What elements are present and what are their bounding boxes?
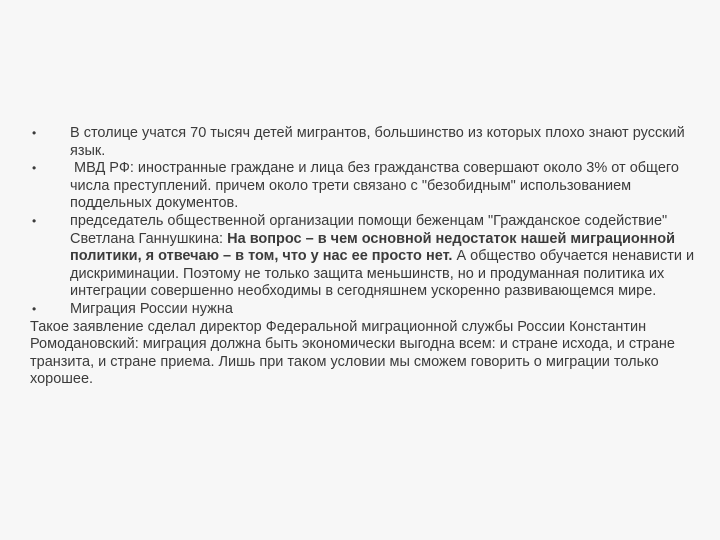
bullet-marker: • <box>32 161 37 176</box>
bullet-item-3 <box>30 213 695 301</box>
trailing-paragraph: Такое заявление сделал директор Федеральной миграционной службы России Константин Ромодановский: миграция должна быть экономически выгодна всем: и стране исхода, и стране транзита, и стране приема. Лишь при таком условии мы сможем говорить о миграции только хорошее. <box>30 318 675 388</box>
bullet-marker: • <box>32 301 37 316</box>
bullet-text-continuation: А общество обучается ненависти и дискриминации. Поэтому не только защита меньшинств, но и продуманная политика их интеграции совершенно необходимы в сегодняшнем ускоренно развивающемся мире. <box>70 248 695 300</box>
bullet-item-1 <box>30 125 695 160</box>
bullet-item-4 <box>30 301 695 319</box>
bullet-marker: • <box>32 126 37 140</box>
bullet-text: МВД РФ: иностранные граждане и лица без гражданства совершают около 3% от общего числа преступлений. причем около трети связано с "безобидным" использованием поддельных документов. <box>70 160 683 212</box>
slide-body <box>30 125 695 389</box>
bullet-text-quote: На вопрос – в чем основной недостаток нашей миграционной политики, я отвечаю – в том, что у нас ее просто нет. <box>70 230 676 265</box>
bullet-text: Миграция России нужна <box>70 300 233 317</box>
bullet-marker: • <box>32 213 37 228</box>
bullet-list <box>30 125 695 319</box>
bullet-text: В столице учатся 70 тысяч детей мигрантов, большинство из которых плохо знают русский язык. <box>70 125 685 159</box>
bullet-text-intro: председатель общественной организации помощи беженцам "Гражданское содействие" Светлана Ганнушкина: <box>70 212 668 247</box>
bullet-item-2 <box>30 160 695 213</box>
